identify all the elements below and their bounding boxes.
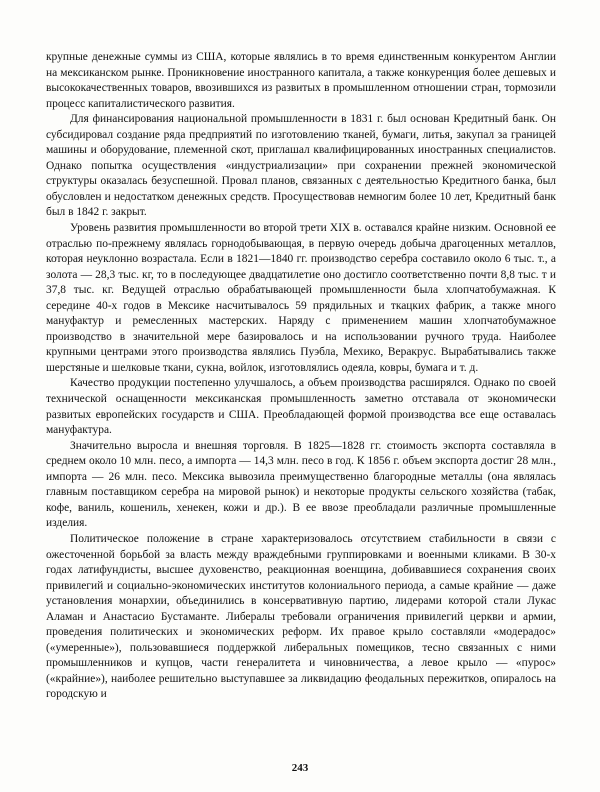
body-text — [46, 50, 556, 703]
paragraph-credit-bank: Для финансирования национальной промышленности в 1831 г. был основан Кредитный банк. Он субсидировал создание ряда предприятий по изготовлению тканей, бумаги, литья, закупал за границей машины и оборудование, племенной скот, приглашал квалифицированных иностранных специалистов. Однако попытка осуществления «индустриализации» при сохранении прежней экономической структуры оказалась безуспешной. Провал планов, связанных с деятельностью Кредитного банка, был обусловлен и недостатком денежных средств. Просуществовав немногим более 10 лет, Кредитный банк был в 1842 г. закрыт. — [46, 113, 556, 219]
paragraph-industry-level: Уровень развития промышленности во второй трети XIX в. оставался крайне низким. Основной ее отраслью по-прежнему являлась горнодобывающая, в первую очередь добыча драгоценных металлов, которая неуклонно возрастала. Если в 1821—1840 гг. производство серебра составило около 6 тыс. т., а золота — 28,3 тыс. кг, то в последующее двадцатилетие оно достигло соответственно почти 8,8 тыс. т и 37,8 тыс. кг. Ведущей отраслью обрабатывающей промышленности была хлопчатобумажная. К середине 40-х годов в Мексике насчитывалось 59 прядильных и ткацких фабрик, а также много мануфактур и ремесленных мастерских. Наряду с применением машин хлопчатобумажное производство в значительной мере базировалось и на использовании ручного труда. Наиболее крупными центрами этого производства являлись Пуэбла, Мехико, Веракрус. Вырабатывались также шерстяные и шелковые ткани, сукна, войлок, изготовлялись одеяла, ковры, бумага и т. д. — [46, 222, 556, 374]
page-number: 243 — [291, 762, 309, 774]
paragraph-political-situation: Политическое положение в стране характеризовалось отсутствием стабильности в связи с ожесточенной борьбой за власть между враждебными группировками и военными кликами. В 30-х годах латифундисты, высшее духовенство, реакционная военщина, добивавшиеся сохранения своих привилегий и социально-экономических институтов колониального периода, а самые крайние — даже установления монархии, объединились в консервативную партию, лидерами которой стали Лукас Аламан и Анастасио Бустаманте. Либералы требовали ограничения привилегий церкви и армии, проведения политических и экономических реформ. Их правое крыло составляли «модерадос» («умеренные»), пользовавшиеся поддержкой либеральных помещиков, тесно связанных с ними промышленников и купцов, части генералитета и чиновничества, а левое крыло — «пурос» («крайние»), наиболее решительно выступавшее за ликвидацию феодальных пережитков, опиралось на городскую и — [46, 532, 556, 701]
paragraph-production-quality: Качество продукции постепенно улучшалось, а объем производства расширялся. Однако по своей технической оснащенности мексиканская промышленность заметно отставала от экономически развитых европейских государств и США. Преобладающей формой производства все еще оставалась мануфактура. — [46, 377, 556, 437]
paragraph-continued: крупные денежные суммы из США, которые являлись в то время единственным конкурентом Англии на мексиканском рынке. Проникновение иностранного капитала, а также конкуренция более дешевых и высококачественных товаров, ввозившихся из развитых в промышленном отношении стран, тормозили процесс капиталистического развития. — [46, 51, 556, 110]
paragraph-foreign-trade: Значительно выросла и внешняя торговля. В 1825—1828 гг. стоимость экспорта составляла в среднем около 10 млн. песо, а импорта — 14,3 млн. песо в год. К 1856 г. объем экспорта достиг 28 млн., импорта — 26 млн. песо. Мексика вывозила преимущественно благородные металлы (она являлась главным поставщиком серебра на мировой рынок) и некоторые продукты сельского хозяйства (табак, кофе, ваниль, кошениль, хенекен, кожи и др.). В ее ввозе преобладали различные промышленные изделия. — [46, 439, 556, 530]
